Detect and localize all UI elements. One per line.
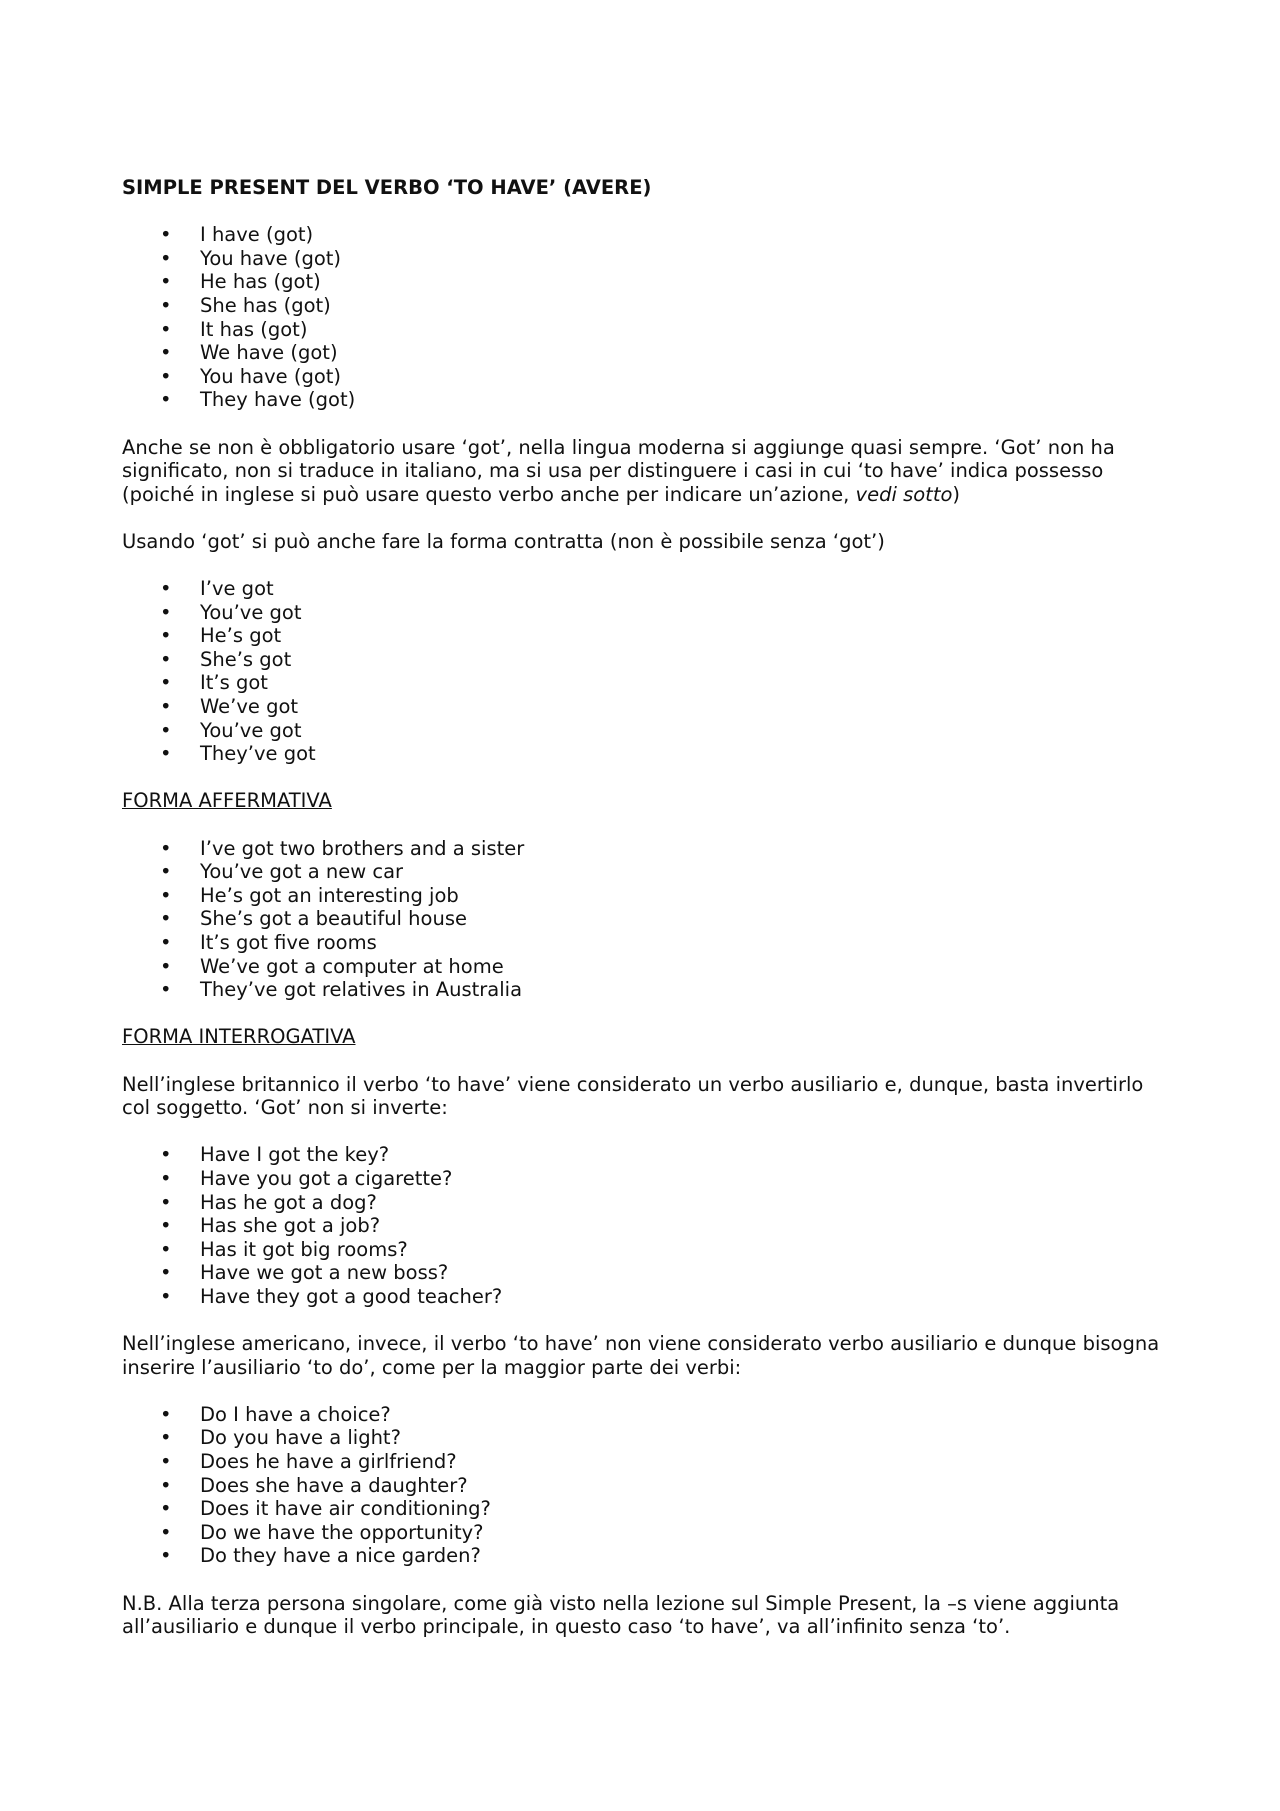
list-item: • They have (got) (122, 388, 1162, 412)
list-item: • It’s got five rooms (122, 931, 1162, 955)
list-item: • Do they have a nice garden? (122, 1544, 1162, 1568)
list-item: • We have (got) (122, 341, 1162, 365)
list-item: • They’ve got (122, 742, 1162, 766)
american-list (122, 1403, 1162, 1568)
got-explanation-end: ) (952, 482, 960, 506)
got-explanation-paragraph (122, 436, 1162, 507)
document-page (122, 176, 1162, 1662)
list-item: • I have (got) (122, 223, 1162, 247)
list-item: • We’ve got a computer at home (122, 955, 1162, 979)
list-item: • Have they got a good teacher? (122, 1285, 1162, 1309)
list-item: • Does he have a girlfriend? (122, 1450, 1162, 1474)
interrogative-heading (122, 1025, 1162, 1049)
interrogative-heading-text: FORMA INTERROGATIVA (122, 1025, 356, 1049)
list-item: • Do we have the opportunity? (122, 1521, 1162, 1545)
page-title: SIMPLE PRESENT DEL VERBO ‘TO HAVE’ (AVERE) (122, 176, 652, 199)
affirmative-heading-text: FORMA AFFERMATIVA (122, 789, 332, 813)
list-item: • We’ve got (122, 695, 1162, 719)
list-item: • Does she have a daughter? (122, 1474, 1162, 1498)
list-item: • You’ve got (122, 719, 1162, 743)
british-paragraph: Nell’inglese britannico il verbo ‘to have’ viene considerato un verbo ausiliario e, dunque, basta invertirlo col soggetto. ‘Got’ non si inverte: (122, 1072, 1144, 1120)
contracted-list (122, 577, 1162, 766)
list-item: • I’ve got (122, 577, 1162, 601)
list-item: • Have we got a new boss? (122, 1261, 1162, 1285)
list-item: • You have (got) (122, 365, 1162, 389)
list-item: • She’s got (122, 648, 1162, 672)
list-item: • They’ve got relatives in Australia (122, 978, 1162, 1002)
list-item: • It has (got) (122, 318, 1162, 342)
list-item: • Has he got a dog? (122, 1191, 1162, 1215)
list-item: • Has she got a job? (122, 1214, 1162, 1238)
list-item: • Do you have a light? (122, 1426, 1162, 1450)
list-item: • Does it have air conditioning? (122, 1497, 1162, 1521)
list-item: • It’s got (122, 671, 1162, 695)
list-item: • She’s got a beautiful house (122, 907, 1162, 931)
list-item: • He’s got (122, 624, 1162, 648)
contracted-intro-paragraph: Usando ‘got’ si può anche fare la forma contratta (non è possibile senza ‘got’) (122, 529, 885, 553)
list-item: • Has it got big rooms? (122, 1238, 1162, 1262)
affirmative-list (122, 837, 1162, 1002)
list-item: • He’s got an interesting job (122, 884, 1162, 908)
list-item: • I’ve got two brothers and a sister (122, 837, 1162, 861)
list-item: • Do I have a choice? (122, 1403, 1162, 1427)
list-item: • You have (got) (122, 247, 1162, 271)
affirmative-heading (122, 789, 1162, 813)
conjugation-list (122, 223, 1162, 412)
list-item: • He has (got) (122, 270, 1162, 294)
list-item: • You’ve got (122, 601, 1162, 625)
list-item: • She has (got) (122, 294, 1162, 318)
list-item: • Have I got the key? (122, 1143, 1162, 1167)
list-item: • You’ve got a new car (122, 860, 1162, 884)
british-list (122, 1143, 1162, 1308)
got-explanation-italic: vedi sotto (855, 482, 953, 506)
american-paragraph: Nell’inglese americano, invece, il verbo ‘to have’ non viene considerato verbo ausiliario e dunque bisogna inserire l’ausiliario ‘to do’, come per la maggior parte dei verbi: (122, 1332, 1160, 1379)
note-paragraph: N.B. Alla terza persona singolare, come già visto nella lezione sul Simple Present, la –s viene aggiunta all’ausiliario e dunque il verbo principale, in questo caso ‘to have’, va all’infinito senza ‘to’. (122, 1591, 1120, 1639)
list-item: • Have you got a cigarette? (122, 1167, 1162, 1191)
got-explanation-text: Anche se non è obbligatorio usare ‘got’, nella lingua moderna si aggiunge quasi sempre. ‘Got’ non ha significato, non si traduce in italiano, ma si usa per distinguere i casi in cui ‘to have’ indica possesso (poiché in inglese si può usare questo verbo anche per indicare un’azione, (122, 435, 1115, 506)
